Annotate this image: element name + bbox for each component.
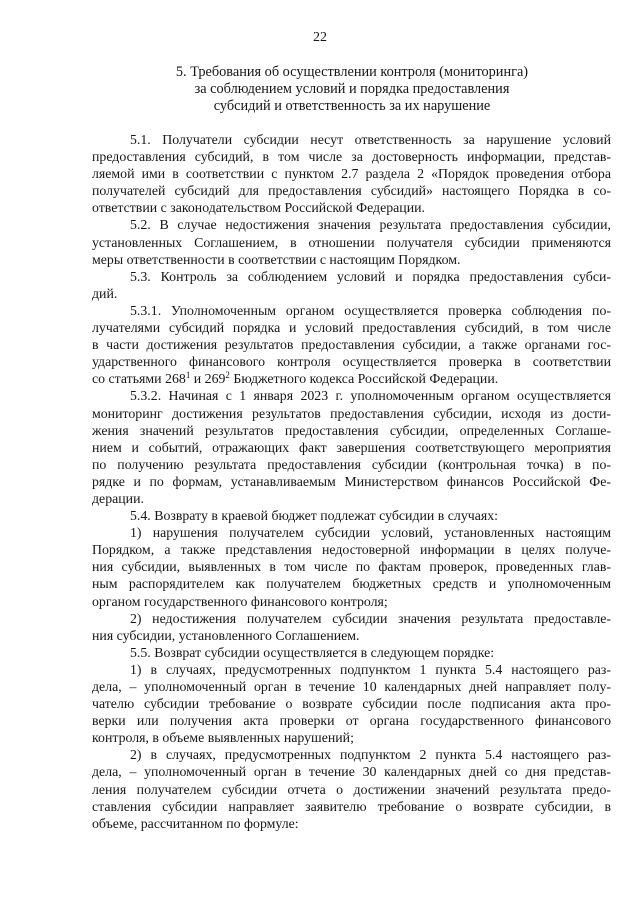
paragraph-line: чателю субсидии требование о возврате субсидии после подписания акта про- <box>92 696 611 712</box>
paragraph <box>92 610 611 644</box>
paragraph <box>92 746 611 831</box>
superscript: 2 <box>225 370 230 381</box>
paragraph <box>92 661 611 746</box>
statute-text: и 269 <box>190 371 226 387</box>
paragraph <box>92 644 611 661</box>
paragraph-line: ния субсидии, установленного Соглашением. <box>92 627 360 643</box>
paragraph <box>92 387 611 507</box>
paragraph-line: ответствии с законодательством Российской Федерации. <box>92 200 425 216</box>
paragraph-line: 1) в случаях, предусмотренных подпунктом 1 пункта 5.4 настоящего раз- <box>130 661 611 677</box>
paragraph-line: 2) недостижения получателем субсидии значения результата предоставле- <box>130 610 611 626</box>
paragraph-line: меры ответственности в соответствии с настоящим Порядком. <box>92 251 461 267</box>
paragraph <box>92 524 611 609</box>
paragraph <box>92 302 611 387</box>
paragraph-line: 2) в случаях, предусмотренных подпунктом 2 пункта 5.4 настоящего раз- <box>130 747 611 763</box>
paragraph <box>92 268 611 302</box>
paragraph-line: установленных Соглашением, в отношении получателя субсидии применяются <box>92 234 611 250</box>
paragraph-line: ления получателем субсидии отчета о достижении значений результата предо- <box>92 781 611 797</box>
paragraph-line: нием и событий, отражающих факт завершения соответствующего мероприятия <box>92 439 611 455</box>
paragraph-line: 5.1. Получатели субсидии несут ответственность за нарушение условий <box>130 132 611 147</box>
heading-line: субсидий и ответственность за их нарушение <box>213 98 491 114</box>
paragraph-line: Порядком, а также представления недостоверной информации в целях получе- <box>92 542 611 558</box>
paragraph-line: 5.3.1. Уполномоченным органом осуществляется проверка соблюдения по- <box>130 302 611 318</box>
paragraph-line: лучателями субсидий порядка и условий предоставления субсидий, в том числе <box>92 320 611 336</box>
paragraph-line: 1) нарушения получателем субсидии условий, установленных настоящим <box>130 525 611 541</box>
superscript: 1 <box>185 370 191 381</box>
paragraph-line: объеме, рассчитанном по формуле: <box>92 815 299 831</box>
paragraph-line: ставления субсидии направляет заявителю требование о возврате субсидии, в <box>92 798 611 814</box>
paragraph-line: ляемой ими в соответствии с пунктом 2.7 раздела 2 «Порядок проведения отбора <box>92 166 611 182</box>
paragraph-line: жения значений результатов предоставления субсидии, определенных Соглаше- <box>92 422 611 438</box>
paragraph-line: контроля, в объеме выявленных нарушений; <box>92 730 354 746</box>
section-heading <box>92 64 612 115</box>
paragraph-line: предоставления субсидий, в том числе за достоверность информации, представ- <box>92 149 611 165</box>
paragraph-line: дерации. <box>92 490 144 506</box>
paragraph-line: 5.4. Возврату в краевой бюджет подлежат субсидии в случаях: <box>130 508 499 524</box>
paragraph-line: в части достижения результатов предоставления субсидии, а также органами гос- <box>92 337 611 353</box>
paragraph <box>92 131 611 216</box>
heading-line: за соблюдением условий и порядка предоставления <box>194 81 510 97</box>
paragraph <box>92 507 611 524</box>
heading-line: 5. Требования об осуществлении контроля (мониторинга) <box>175 64 529 80</box>
paragraph-line <box>92 370 611 387</box>
paragraph-line: 5.2. В случае недостижения значения результата предоставления субсидии, <box>130 217 611 233</box>
paragraph-line: 5.3.2. Начиная с 1 января 2023 г. уполномоченным органом осуществляется <box>130 388 611 404</box>
paragraph-line: 5.5. Возврат субсидии осуществляется в следующем порядке: <box>130 644 495 660</box>
paragraph <box>92 216 611 267</box>
paragraph-line: ным распорядителем как получателем бюджетных средств и уполномоченным <box>92 576 611 592</box>
page-number: 22 <box>313 30 327 45</box>
paragraph-line: дела, – уполномоченный орган в течение 30 календарных дней со дня представ- <box>92 764 611 780</box>
paragraph-line: ния субсидии, выявленных в том числе по фактам проверок, проведенных глав- <box>92 559 611 575</box>
statute-text: со статьями 268 <box>92 371 186 387</box>
paragraph-line: 5.3. Контроль за соблюдением условий и порядка предоставления субси- <box>130 268 611 284</box>
paragraph-line: органом государственного финансового контроля; <box>92 593 388 609</box>
paragraph-line: получателей субсидий для предоставления субсидий» настоящего Порядка в со- <box>92 183 611 199</box>
paragraph-line: дела, – уполномоченный орган в течение 10 календарных дней направляет полу- <box>92 679 611 694</box>
document-body <box>92 131 611 832</box>
paragraph-line: ударственного финансового контроля осуществляется проверка в соответствии <box>92 354 611 370</box>
paragraph-line: рядке и по формам, устанавливаемым Министерством финансов Российской Фе- <box>92 473 611 489</box>
paragraph-line: верки или получения акта проверки от органа государственного финансового <box>92 713 611 729</box>
paragraph-line: мониторинг достижения результатов предоставления субсидии, исходя из дости- <box>92 405 611 421</box>
paragraph-line: дий. <box>92 285 118 301</box>
statute-text: Бюджетного кодекса Российской Федерации. <box>229 371 499 387</box>
paragraph-line: по получению результата предоставления субсидии (контрольная точка) в по- <box>92 456 611 472</box>
